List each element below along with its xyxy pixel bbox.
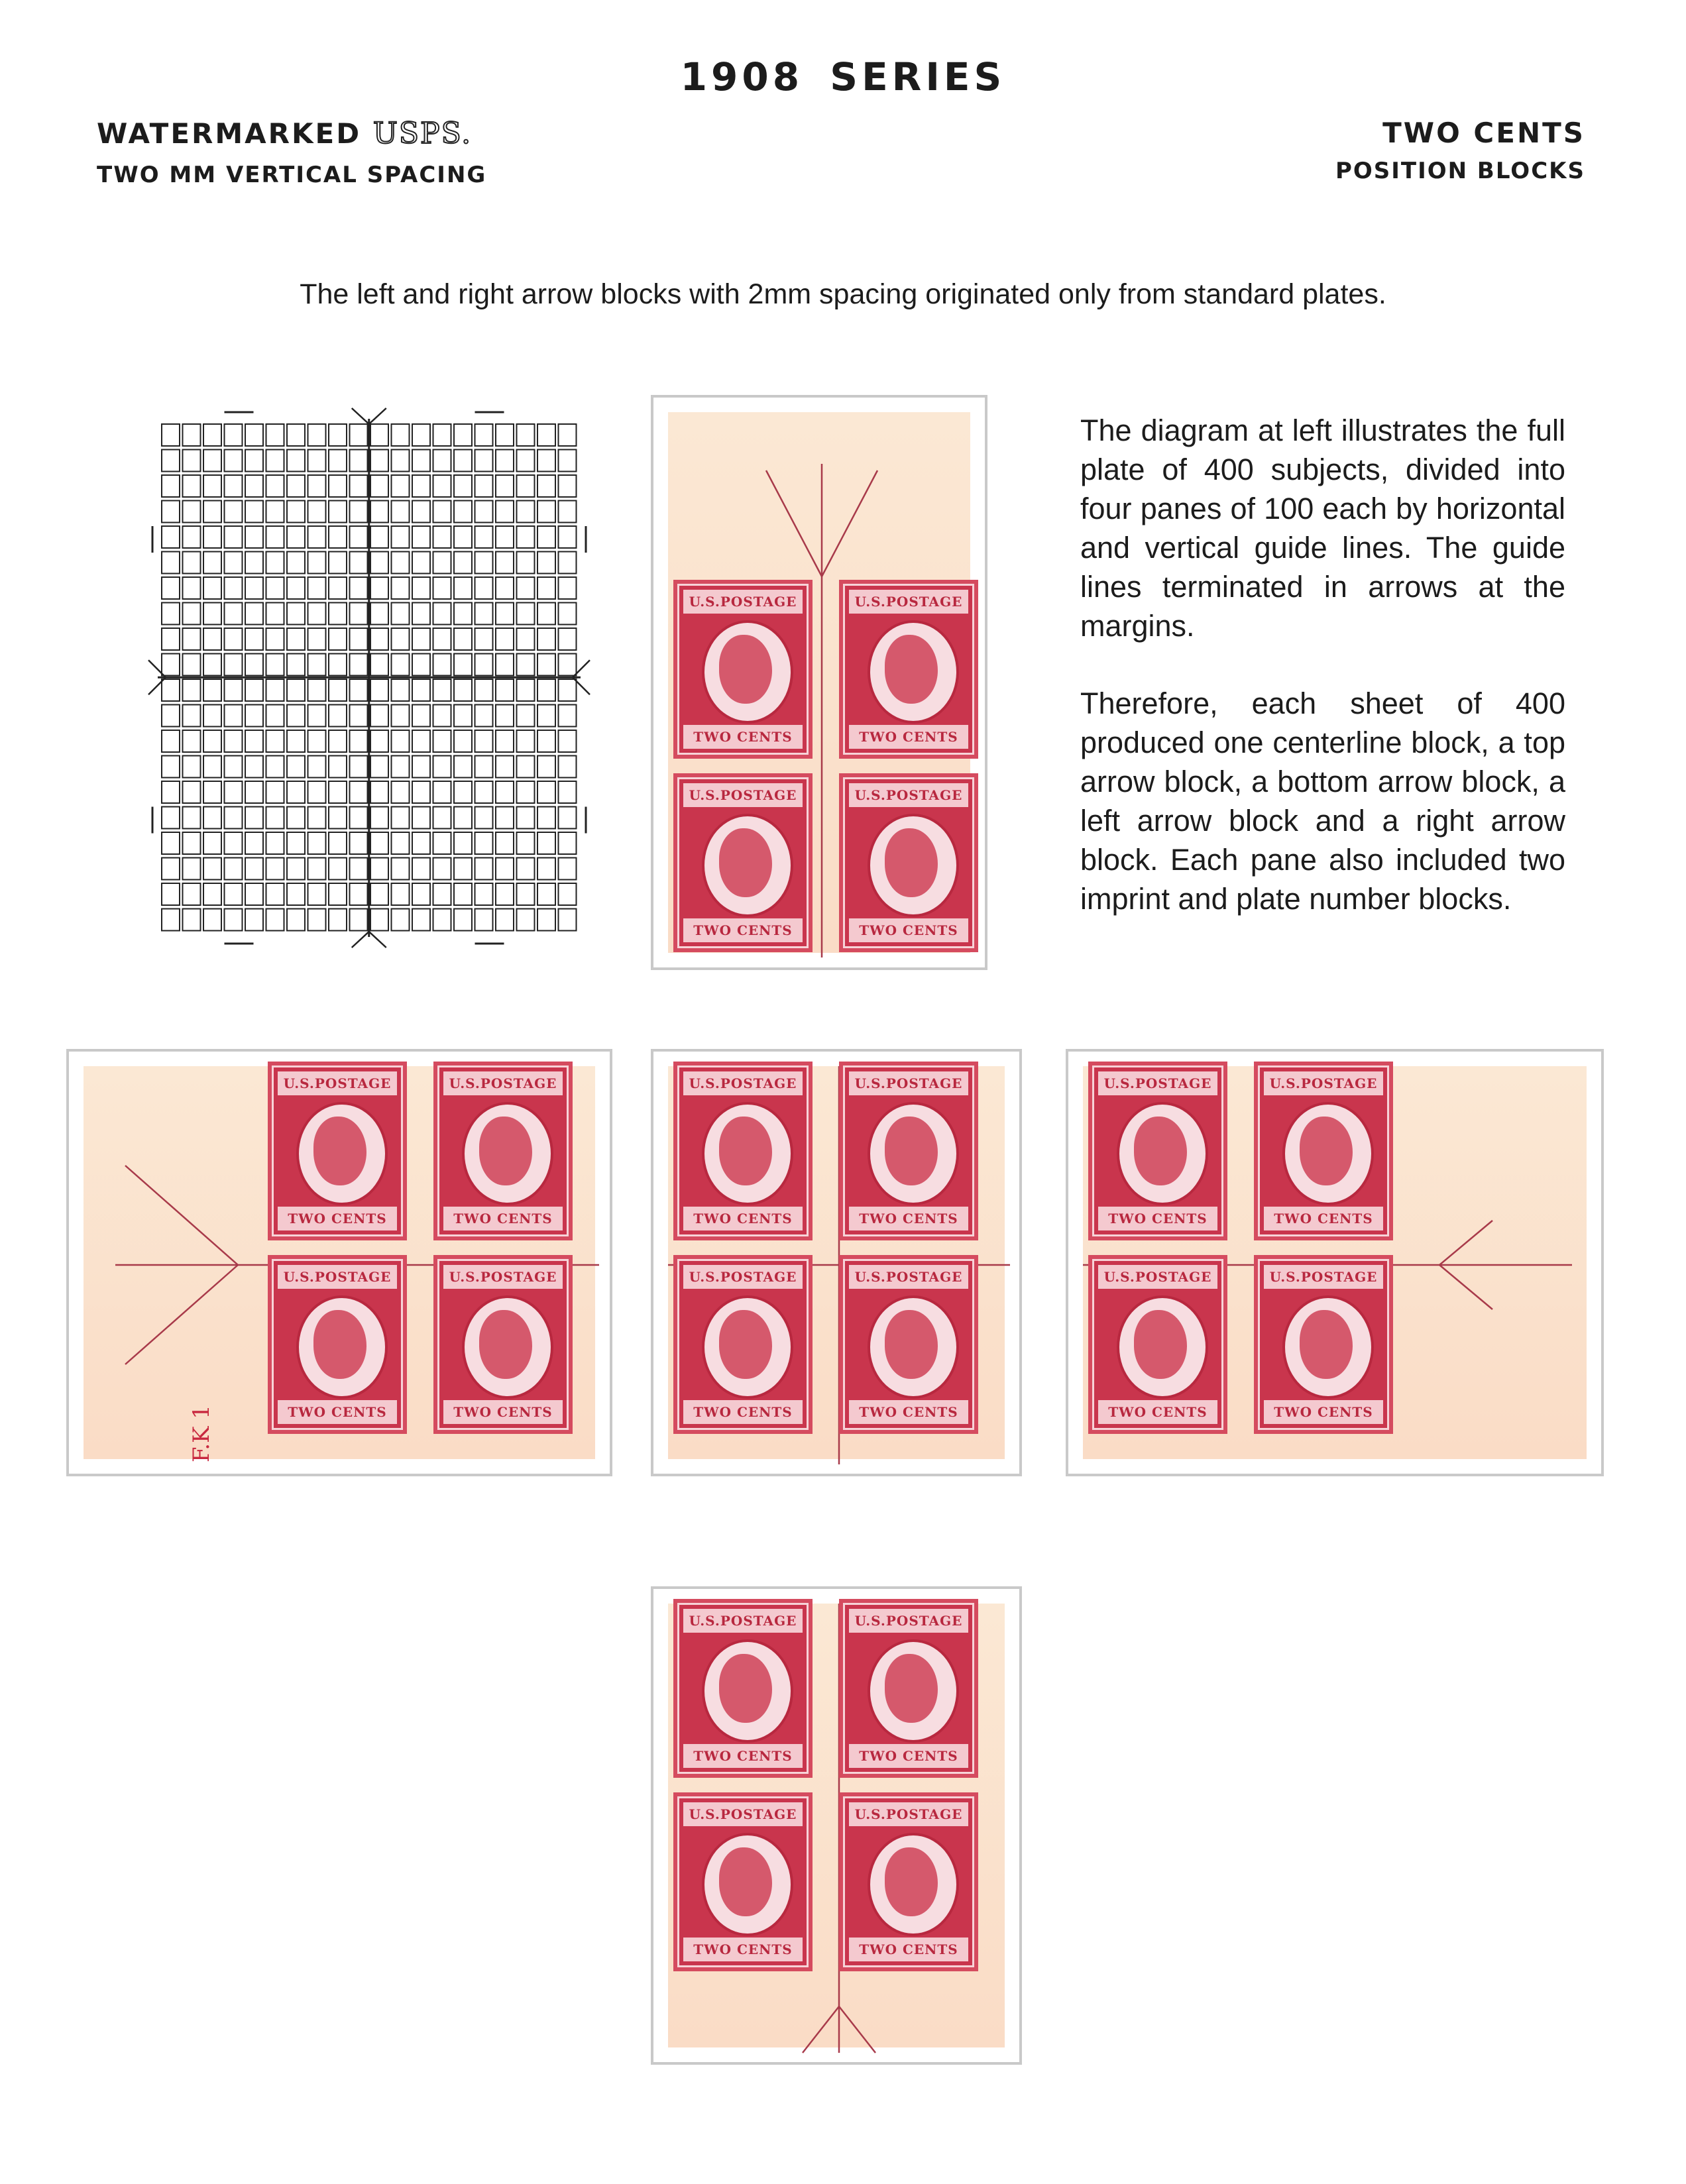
two-cent-stamp — [839, 773, 978, 952]
stamp-top-label: U.S.POSTAGE — [1098, 1265, 1217, 1289]
two-cent-stamp — [1088, 1255, 1227, 1434]
washington-portrait-icon — [885, 828, 938, 897]
description-paragraph-2: Therefore, each sheet of 400 produced one centerline block, a top arrow block, a bottom arrow block, a left arrow block and a right arrow block. Each pane also included two imprint and plate number blocks. — [1080, 686, 1565, 916]
watermark-label: WATERMARKED — [97, 117, 362, 150]
washington-portrait-icon — [719, 828, 772, 897]
stamp-bottom-label: TWO CENTS — [849, 1400, 968, 1424]
stamp-frame — [677, 1796, 809, 1967]
two-cent-stamp — [673, 1255, 813, 1434]
stamp-top-label: U.S.POSTAGE — [683, 783, 803, 807]
stamp-top-label: U.S.POSTAGE — [1264, 1071, 1383, 1095]
stamp-top-label: U.S.POSTAGE — [443, 1071, 563, 1095]
right-arrow-block — [1066, 1049, 1604, 1476]
watermark-heading — [97, 117, 472, 150]
stamp-top-label: U.S.POSTAGE — [683, 1071, 803, 1095]
plate-diagram — [133, 398, 616, 967]
two-cent-stamp — [673, 773, 813, 952]
description-paragraph-1: The diagram at left illustrates the full plate of 400 subjects, divided into four panes of 100 each by horizontal and vertical guide lines. The guide lines terminated in arrows at the margins. — [1080, 413, 1565, 643]
washington-portrait-icon — [885, 1117, 938, 1185]
stamp-bottom-label: TWO CENTS — [683, 1207, 803, 1230]
bottom-arrow-block — [651, 1586, 1022, 2065]
denomination-heading: TWO CENTS — [1382, 117, 1585, 149]
two-cent-stamp — [673, 1792, 813, 1971]
two-cent-stamp — [673, 580, 813, 759]
stamp-top-label: U.S.POSTAGE — [1098, 1071, 1217, 1095]
stamp-top-label: U.S.POSTAGE — [849, 1071, 968, 1095]
usps-watermark: USPS. — [372, 117, 473, 150]
stamp-frame — [1092, 1065, 1223, 1236]
top-arrow-block — [651, 395, 987, 970]
stamp-bottom-label: TWO CENTS — [683, 1400, 803, 1424]
stamp-bottom-label: TWO CENTS — [849, 1744, 968, 1768]
stamp-bottom-label: TWO CENTS — [1098, 1207, 1217, 1230]
two-cent-stamp — [673, 1599, 813, 1778]
stamp-bottom-label: TWO CENTS — [683, 918, 803, 942]
two-cent-stamp — [839, 580, 978, 759]
stamp-frame — [437, 1065, 569, 1236]
stamp-frame — [843, 777, 974, 948]
stamp-frame — [1092, 1259, 1223, 1430]
left-arrow-block — [66, 1049, 612, 1476]
stamp-frame — [843, 1259, 974, 1430]
stamp-bottom-label: TWO CENTS — [1264, 1207, 1383, 1230]
stamp-top-label: U.S.POSTAGE — [683, 590, 803, 614]
stamp-bottom-label: TWO CENTS — [1098, 1400, 1217, 1424]
stamp-top-label: U.S.POSTAGE — [683, 1265, 803, 1289]
washington-portrait-icon — [719, 635, 772, 704]
stamp-bottom-label: TWO CENTS — [849, 1938, 968, 1961]
stamp-frame — [843, 1065, 974, 1236]
washington-portrait-icon — [885, 1654, 938, 1723]
washington-portrait-icon — [479, 1310, 532, 1379]
washington-portrait-icon — [1300, 1117, 1353, 1185]
stamp-frame — [1258, 1065, 1389, 1236]
stamp-frame — [677, 777, 809, 948]
stamp-frame — [843, 1796, 974, 1967]
stamp-top-label: U.S.POSTAGE — [278, 1265, 397, 1289]
plate-imprint: F.K 1 — [188, 1405, 215, 1462]
two-cent-stamp — [839, 1062, 978, 1240]
two-cent-stamp — [433, 1062, 573, 1240]
stamp-top-label: U.S.POSTAGE — [683, 1802, 803, 1826]
two-cent-stamp — [1254, 1255, 1393, 1434]
stamp-bottom-label: TWO CENTS — [278, 1400, 397, 1424]
section-subheading: POSITION BLOCKS — [1335, 158, 1585, 184]
washington-portrait-icon — [313, 1117, 366, 1185]
washington-portrait-icon — [885, 1310, 938, 1379]
washington-portrait-icon — [719, 1117, 772, 1185]
stamp-top-label: U.S.POSTAGE — [849, 1609, 968, 1633]
stamp-top-label: U.S.POSTAGE — [443, 1265, 563, 1289]
two-cent-stamp — [839, 1599, 978, 1778]
stamp-top-label: U.S.POSTAGE — [683, 1609, 803, 1633]
stamp-bottom-label: TWO CENTS — [849, 1207, 968, 1230]
two-cent-stamp — [268, 1255, 407, 1434]
stamp-bottom-label: TWO CENTS — [1264, 1400, 1383, 1424]
stamp-bottom-label: TWO CENTS — [849, 918, 968, 942]
stamp-frame — [677, 1603, 809, 1774]
stamp-frame — [677, 1259, 809, 1430]
centerline-block — [651, 1049, 1022, 1476]
washington-portrait-icon — [885, 1847, 938, 1916]
two-cent-stamp — [839, 1255, 978, 1434]
stamp-frame — [843, 584, 974, 755]
stamp-top-label: U.S.POSTAGE — [1264, 1265, 1383, 1289]
spacing-note: The left and right arrow blocks with 2mm spacing originated only from standard plates. — [300, 278, 1386, 310]
two-cent-stamp — [1088, 1062, 1227, 1240]
washington-portrait-icon — [313, 1310, 366, 1379]
two-cent-stamp — [839, 1792, 978, 1971]
washington-portrait-icon — [719, 1654, 772, 1723]
stamp-top-label: U.S.POSTAGE — [849, 590, 968, 614]
stamp-top-label: U.S.POSTAGE — [849, 1265, 968, 1289]
stamp-frame — [1258, 1259, 1389, 1430]
stamp-frame — [843, 1603, 974, 1774]
spacing-subheading: TWO MM VERTICAL SPACING — [97, 162, 487, 188]
stamp-frame — [437, 1259, 569, 1430]
stamp-bottom-label: TWO CENTS — [443, 1207, 563, 1230]
page-title: 1908 SERIES — [680, 54, 1006, 99]
stamp-frame — [272, 1259, 403, 1430]
stamp-bottom-label: TWO CENTS — [683, 1938, 803, 1961]
two-cent-stamp — [433, 1255, 573, 1434]
stamp-frame — [677, 584, 809, 755]
washington-portrait-icon — [479, 1117, 532, 1185]
washington-portrait-icon — [885, 635, 938, 704]
stamp-top-label: U.S.POSTAGE — [278, 1071, 397, 1095]
stamp-bottom-label: TWO CENTS — [443, 1400, 563, 1424]
washington-portrait-icon — [1300, 1310, 1353, 1379]
stamp-bottom-label: TWO CENTS — [278, 1207, 397, 1230]
stamp-top-label: U.S.POSTAGE — [849, 1802, 968, 1826]
stamp-bottom-label: TWO CENTS — [683, 1744, 803, 1768]
description-text — [1080, 411, 1565, 957]
stamp-bottom-label: TWO CENTS — [849, 725, 968, 749]
stamp-frame — [272, 1065, 403, 1236]
two-cent-stamp — [268, 1062, 407, 1240]
stamp-frame — [677, 1065, 809, 1236]
washington-portrait-icon — [1134, 1117, 1187, 1185]
two-cent-stamp — [673, 1062, 813, 1240]
washington-portrait-icon — [719, 1310, 772, 1379]
washington-portrait-icon — [719, 1847, 772, 1916]
two-cent-stamp — [1254, 1062, 1393, 1240]
washington-portrait-icon — [1134, 1310, 1187, 1379]
stamp-top-label: U.S.POSTAGE — [849, 783, 968, 807]
stamp-bottom-label: TWO CENTS — [683, 725, 803, 749]
